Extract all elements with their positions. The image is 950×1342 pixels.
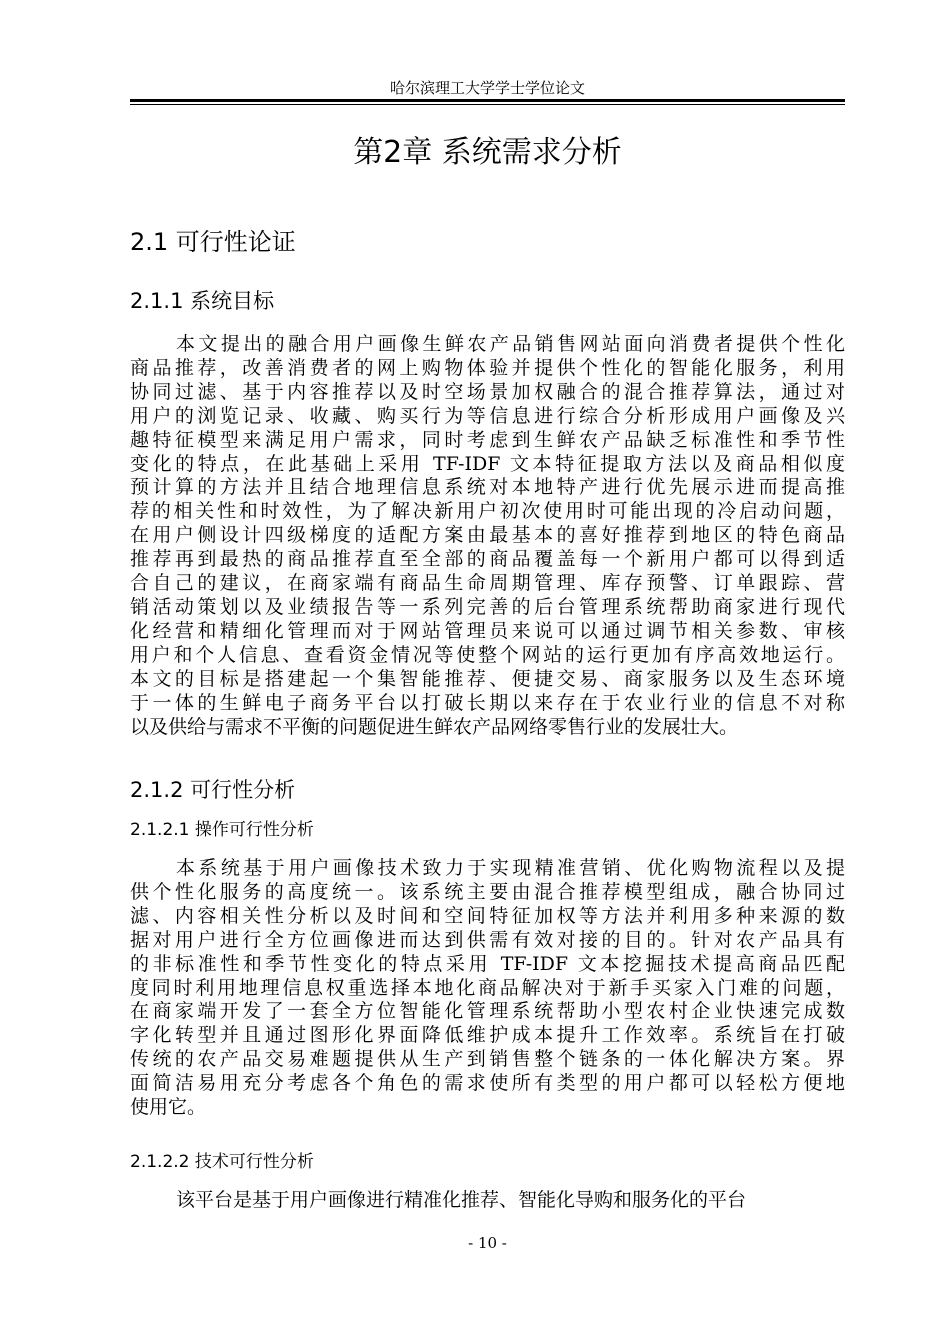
text-line: 滤、内容相关性分析以及时间和空间特征加权等方法并利用多种来源的数 <box>130 904 845 927</box>
text-line: 于一体的生鲜电子商务平台以打破长期以来存在于农业行业的信息不对称 <box>130 691 845 714</box>
text-line: 本系统基于用户画像技术致力于实现精准营销、优化购物流程以及提 <box>176 857 845 879</box>
text-line: 本文提出的融合用户画像生鲜农产品销售网站面向消费者提供个性化 <box>176 333 845 355</box>
text-line: 度同时利用地理信息权重选择本地化商品解决对于新手买家入门难的问题， <box>130 976 845 999</box>
text-line: 传统的农产品交易难题提供从生产到销售整个链条的一体化解决方案。界 <box>130 1048 845 1071</box>
text-line: 趣特征模型来满足用户需求，同时考虑到生鲜农产品缺乏标准性和季节性 <box>130 428 845 451</box>
text-line: 据对用户进行全方位画像进而达到供需有效对接的目的。针对农产品具有 <box>130 928 845 951</box>
text-line: 字化转型并且通过图形化界面降低维护成本提升工作效率。系统旨在打破 <box>130 1024 845 1047</box>
page-number: - 10 - <box>468 1234 507 1252</box>
chapter-title: 第2章 系统需求分析 <box>353 135 622 170</box>
text-line: 推荐再到最热的商品推荐直至全部的商品覆盖每一个新用户都可以得到适 <box>130 548 845 571</box>
text-line: 变化的特点，在此基础上采用 TF-IDF 文本特征提取方法以及商品相似度 <box>130 452 845 475</box>
section-heading-2-1-2: 2.1.2 可行性分析 <box>130 778 296 802</box>
text-line: 以及供给与需求不平衡的问题促进生鲜农产品网络零售行业的发展壮大。 <box>130 715 739 738</box>
text-line: 商品推荐，改善消费者的网上购物体验并提供个性化的智能化服务，利用 <box>130 356 845 379</box>
text-line: 该平台是基于用户画像进行精准化推荐、智能化导购和服务化的平台 <box>176 1189 747 1211</box>
text-line: 化经营和精细化管理而对于网站管理员来说可以通过调节相关参数、审核 <box>130 619 845 642</box>
text-line: 荐的相关性和时效性，为了解决新用户初次使用时可能出现的冷启动问题， <box>130 500 845 523</box>
text-line: 本文的目标是搭建起一个集智能推荐、便捷交易、商家服务以及生态环境 <box>130 667 845 690</box>
paragraph-technical-feasibility <box>130 1189 845 1213</box>
paragraph-operational-feasibility <box>130 857 845 1120</box>
text-line: 合自己的建议，在商家端有商品生命周期管理、库存预警、订单跟踪、营 <box>130 572 845 595</box>
section-heading-2-1-2-1: 2.1.2.1 操作可行性分析 <box>130 820 314 840</box>
paragraph-system-goals <box>130 333 845 739</box>
text-line: 用户和个人信息、查看资金情况等使整个网站的运行更加有序高效地运行。 <box>130 643 845 666</box>
running-header: 哈尔滨理工大学学士学位论文 <box>389 79 585 97</box>
header-rule-thick <box>130 99 845 102</box>
text-line: 销活动策划以及业绩报告等一系列完善的后台管理系统帮助商家进行现代 <box>130 595 845 618</box>
section-heading-2-1-1: 2.1.1 系统目标 <box>130 289 275 313</box>
text-line: 用户的浏览记录、收藏、购买行为等信息进行综合分析形成用户画像及兴 <box>130 404 845 427</box>
section-heading-2-1: 2.1 可行性论证 <box>130 228 296 256</box>
text-line: 在用户侧设计四级梯度的适配方案由最基本的喜好推荐到地区的特色商品 <box>130 524 845 547</box>
text-line: 在商家端开发了一套全方位智能化管理系统帮助小型农村企业快速完成数 <box>130 1000 845 1023</box>
text-line: 供个性化服务的高度统一。该系统主要由混合推荐模型组成，融合协同过 <box>130 880 845 903</box>
header-rule-thin <box>130 104 845 105</box>
text-line: 的非标准性和季节性变化的特点采用 TF-IDF 文本挖掘技术提高商品匹配 <box>130 952 845 975</box>
section-heading-2-1-2-2: 2.1.2.2 技术可行性分析 <box>130 1152 314 1172</box>
text-line: 协同过滤、基于内容推荐以及时空场景加权融合的混合推荐算法，通过对 <box>130 380 845 403</box>
text-line: 预计算的方法并且结合地理信息系统对本地特产进行优先展示进而提高推 <box>130 476 845 499</box>
text-line: 面简洁易用充分考虑各个角色的需求使所有类型的用户都可以轻松方便地 <box>130 1072 845 1095</box>
text-line: 使用它。 <box>130 1096 207 1119</box>
